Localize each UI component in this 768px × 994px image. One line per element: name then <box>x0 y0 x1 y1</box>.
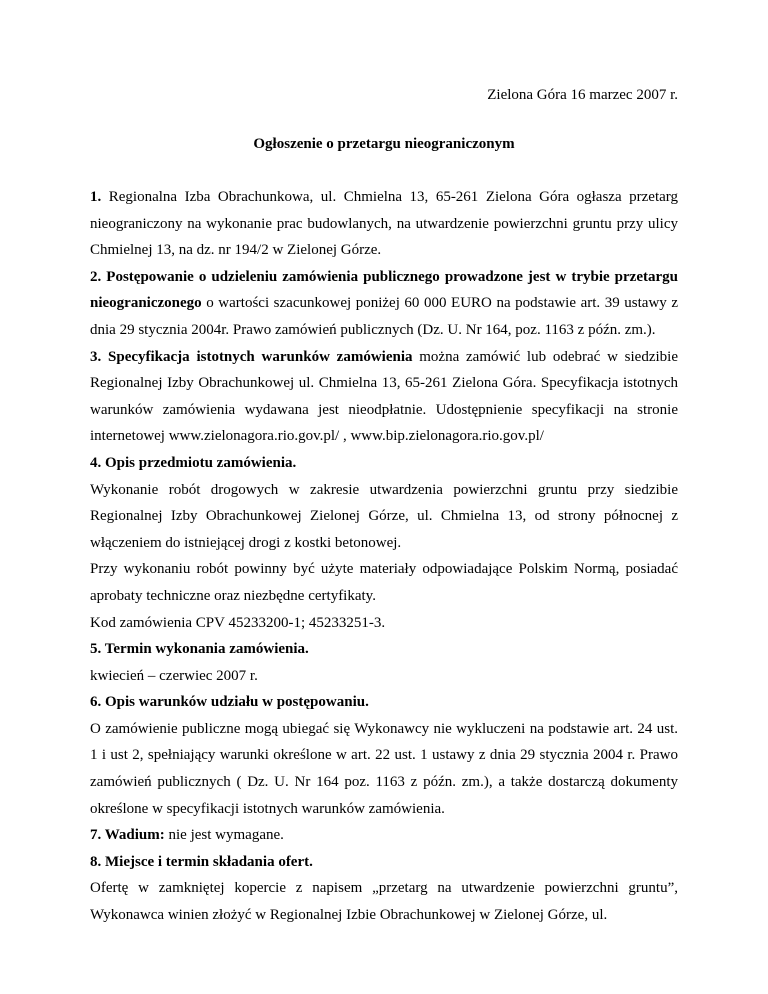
section-3 <box>90 344 678 450</box>
section-8-text: Ofertę w zamkniętej kopercie z napisem „przetarg na utwardzenie powierzchni gruntu”, Wykonawca winien złożyć w Regionalnej Izbie Obrachunkowej w Zielonej Górze, ul. <box>90 880 678 924</box>
section-8-heading: 8. Miejsce i termin składania ofert. <box>90 853 313 870</box>
section-6-text: O zamówienie publiczne mogą ubiegać się Wykonawcy nie wykluczeni na podstawie art. 24 ust. 1 i ust 2, spełniający warunki określone w art. 22 ust. 1 ustawy z dnia 29 stycznia 2004 r. Prawo zamówień publicznych ( Dz. U. Nr 164 poz. 1163 z późn. zm.), a także dostarczą dokumenty określone w specyfikacji istotnych warunków zamówienia. <box>90 720 678 817</box>
page-title: Ogłoszenie o przetargu nieograniczonym <box>253 136 515 152</box>
section-7 <box>90 822 678 849</box>
section-4-heading: 4. Opis przedmiotu zamówienia. <box>90 454 297 471</box>
section-2-text: o wartości szacunkowej poniżej 60 000 EURO na podstawie art. 39 ustawy z dnia 29 stycznia 2004r. Prawo zamówień publicznych (Dz. U. Nr 164, poz. 1163 z późn. zm.). <box>90 295 678 338</box>
section-5-text: kwiecień – czerwiec 2007 r. <box>90 667 258 684</box>
section-7-text: nie jest wymagane. <box>164 827 284 844</box>
section-7-heading: 7. Wadium: <box>90 827 165 844</box>
date-line: Zielona Góra 16 marzec 2007 r. <box>487 87 678 103</box>
section-4-paragraph-1: Wykonanie robót drogowych w zakresie utwardzenia powierzchni gruntu przy siedzibie Regionalnej Izby Obrachunkowej Zielonej Górze, ul. Chmielna 13, od strony północnej z włączeniem do istniejącej drogi z kostki betonowej. <box>90 481 678 551</box>
section-1-number: 1. <box>90 189 102 205</box>
section-1 <box>90 184 678 264</box>
section-6-heading: 6. Opis warunków udziału w postępowaniu. <box>90 694 369 711</box>
section-3-text: można zamówić lub odebrać w siedzibie Regionalnej Izby Obrachunkowej ul. Chmielna 13, 65-261 Zielona Góra. Specyfikacja istotnych warunków zamówienia wydawana jest nieodpłatnie. Udostępnienie specyfikacji na stronie internetowej www.zielonagora.rio.gov.pl/ , www.bip.zielonagora.rio.gov.pl/ <box>90 348 678 445</box>
section-3-heading: 3. Specyfikacja istotnych warunków zamówienia <box>90 348 413 365</box>
section-4-paragraph-3: Kod zamówienia CPV 45233200-1; 45233251-3. <box>90 614 386 631</box>
document-body <box>90 184 678 929</box>
section-2 <box>90 264 678 344</box>
section-4-paragraph-2: Przy wykonaniu robót powinny być użyte materiały odpowiadające Polskim Normą, posiadać aprobaty techniczne oraz niezbędne certyfikaty. <box>90 561 678 604</box>
section-2-heading: 2. Postępowanie o udzieleniu zamówienia publicznego prowadzone jest w trybie przetargu nieograniczonego <box>90 268 678 312</box>
section-5-heading: 5. Termin wykonania zamówienia. <box>90 641 309 658</box>
section-1-text: Regionalna Izba Obrachunkowa, ul. Chmielna 13, 65-261 Zielona Góra ogłasza przetarg nieograniczony na wykonanie prac budowlanych, na utwardzenie powierzchni gruntu przy ulicy Chmielnej 13, na dz. nr 194/2 w Zielonej Górze. <box>90 189 678 259</box>
